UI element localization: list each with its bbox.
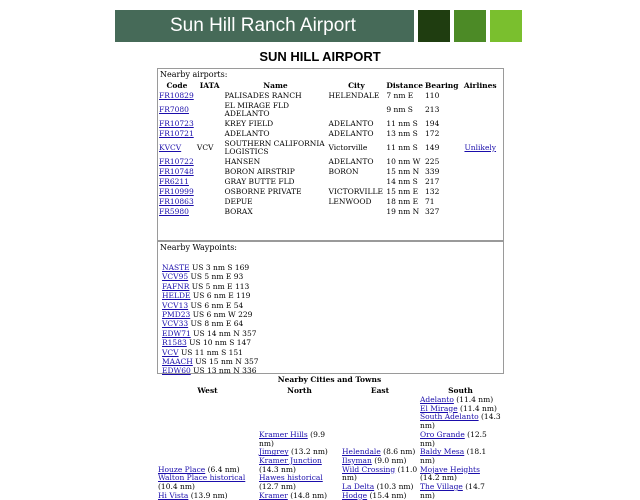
table-row (158, 101, 501, 119)
cell-code (158, 157, 196, 167)
cities-col-north: North (287, 385, 312, 395)
cell-city: ADELANTO (328, 119, 374, 128)
table-row (158, 91, 501, 101)
cell-name: OSBORNE PRIVATE (224, 187, 302, 196)
table-row (158, 187, 501, 197)
cell-city (327, 177, 385, 187)
airports-panel (157, 68, 504, 241)
cell-airlines (460, 91, 502, 101)
waypoint-link[interactable]: VCV95 (162, 272, 189, 282)
cell-airlines (460, 177, 502, 187)
city-distance: (15.4 nm) (369, 490, 407, 500)
city-distance: (14.3 nm) (420, 412, 501, 431)
city-distance: (8.6 nm) (383, 447, 416, 457)
waypoint-link[interactable]: VCV13 (162, 300, 189, 310)
cell-bearing: 217 (425, 177, 440, 186)
table-row (158, 157, 501, 167)
city-link[interactable]: Ilsyman (342, 455, 372, 465)
waypoints-title: Nearby Waypoints: (160, 243, 237, 252)
site-header-bar (115, 10, 414, 42)
cell-bearing: 110 (425, 91, 440, 100)
list-item (259, 492, 340, 500)
city-link[interactable]: Hawes historical (259, 473, 323, 483)
city-distance: (11.4 nm) (460, 403, 497, 413)
col-header: Bearing (425, 81, 459, 90)
waypoint-link[interactable]: MAACH (162, 357, 193, 367)
cell-airlines (460, 139, 502, 157)
city-link[interactable]: South Adelanto (420, 412, 479, 422)
cell-distance: 19 nm N (386, 207, 420, 216)
city-distance: (13.9 nm) (190, 490, 228, 500)
cell-bearing: 172 (425, 129, 440, 138)
col-header: Airlines (463, 81, 497, 90)
cell-city: VICTORVILLE (328, 187, 383, 196)
city-link[interactable]: Wild Crossing (342, 464, 396, 474)
cell-iata (196, 157, 224, 167)
airport-code-link[interactable]: FR7080 (159, 105, 189, 114)
cell-code (158, 101, 196, 119)
cell-distance: 11 nm S (386, 143, 418, 152)
col-header: IATA (199, 81, 220, 90)
city-link[interactable]: Walton Place historical (158, 473, 246, 483)
cell-iata: VCV (196, 143, 214, 152)
airports-table (158, 80, 501, 217)
cell-iata (196, 129, 224, 139)
cell-name: EL MIRAGE FLD ADELANTO (224, 101, 290, 118)
cell-city (327, 207, 385, 217)
list-item (162, 282, 503, 291)
city-distance: (13.2 nm) (290, 447, 328, 457)
cell-distance: 11 nm S (386, 119, 418, 128)
cell-name: BORAX (224, 207, 253, 216)
waypoints-panel (157, 241, 504, 374)
list-item (342, 492, 418, 500)
cell-iata (196, 207, 224, 217)
table-row (158, 207, 501, 217)
airport-code-link[interactable]: FR10999 (159, 187, 194, 196)
city-link[interactable]: La Delta (342, 482, 375, 492)
city-distance: (14.3 nm) (259, 464, 296, 474)
cell-distance: 7 nm E (386, 91, 414, 100)
col-header: City (348, 81, 365, 90)
airports-title: Nearby airports: (160, 70, 228, 79)
col-header: Distance (386, 81, 424, 90)
waypoint-desc: US 8 nm E 64 (190, 319, 244, 329)
cities-column (341, 396, 419, 500)
list-item (420, 448, 501, 465)
cell-code (158, 197, 196, 207)
city-link[interactable]: Oro Grande (420, 429, 465, 439)
list-item (162, 301, 503, 310)
list-item (420, 483, 501, 500)
city-distance: (11.4 nm) (456, 395, 494, 404)
cities-title: Nearby Cities and Towns (277, 375, 382, 384)
waypoint-desc: US 6 nm E 54 (190, 300, 244, 310)
waypoint-desc: US 3 nm S 169 (192, 263, 250, 272)
city-distance: (18.1 nm) (420, 447, 487, 465)
cell-distance: 18 nm E (386, 197, 419, 206)
col-header: Name (263, 81, 288, 90)
cell-bearing: 71 (425, 197, 435, 206)
list-item (162, 338, 503, 347)
cell-city: HELENDALE (328, 91, 380, 100)
cell-distance: 15 nm E (386, 187, 419, 196)
cell-bearing: 339 (425, 167, 440, 176)
city-link[interactable]: The Village (420, 482, 463, 492)
list-item (158, 492, 257, 500)
cell-name: ADELANTO (224, 129, 270, 138)
cell-city: ADELANTO (328, 129, 374, 138)
cities-col-west: West (197, 385, 218, 395)
cell-distance: 10 nm W (386, 157, 421, 166)
cities-column (157, 396, 258, 500)
cell-name: KREY FIELD (224, 119, 274, 128)
city-link[interactable]: Hi Vista (158, 490, 189, 500)
cell-city (327, 101, 385, 119)
cell-iata (196, 187, 224, 197)
table-row (158, 139, 501, 157)
table-row (158, 167, 501, 177)
cell-name: BORON AIRSTRIP (224, 167, 295, 176)
list-item (162, 310, 503, 319)
list-item (162, 348, 503, 357)
cell-airlines (460, 119, 502, 129)
city-link[interactable]: Kramer Junction (259, 455, 322, 465)
cell-airlines (460, 197, 502, 207)
table-row (158, 177, 501, 187)
cell-airlines (460, 157, 502, 167)
waypoints-list (158, 263, 503, 376)
cell-name: DEPUE (224, 197, 253, 206)
cell-bearing: 225 (425, 157, 440, 166)
cell-code (158, 187, 196, 197)
header-square-mid (454, 10, 486, 42)
cell-iata (196, 197, 224, 207)
cell-code (158, 139, 196, 157)
cell-name: PALISADES RANCH (224, 91, 302, 100)
list-item (162, 263, 503, 272)
airlines-link[interactable]: Unlikely (464, 143, 497, 152)
waypoint-link[interactable]: VCV (162, 347, 179, 357)
cities-col-east: East (370, 385, 390, 395)
list-item (259, 431, 340, 448)
cell-bearing: 213 (425, 105, 440, 114)
list-item (259, 457, 340, 474)
airport-code-link[interactable]: FR10721 (159, 129, 194, 138)
cell-airlines (460, 167, 502, 177)
waypoint-link[interactable]: VCV33 (162, 319, 189, 329)
waypoint-link[interactable]: NASTE (162, 263, 190, 272)
col-header: Code (166, 81, 188, 90)
cell-iata (196, 101, 224, 119)
city-distance: (14.7 nm) (420, 482, 485, 500)
city-link[interactable]: Baldy Mesa (420, 447, 465, 457)
city-distance: (11.0 nm) (342, 464, 418, 483)
cell-city: BORON (328, 167, 359, 176)
waypoint-desc: US 14 nm N 357 (193, 328, 257, 338)
cell-city: Victorville (328, 143, 368, 152)
waypoint-desc: US 11 nm S 151 (180, 347, 243, 357)
airport-code-link[interactable]: FR10829 (159, 91, 194, 100)
waypoint-desc: US 6 nm W 229 (192, 310, 253, 320)
waypoint-desc: US 5 nm E 93 (190, 272, 244, 282)
city-distance: (9.9 nm) (259, 429, 326, 448)
city-distance: (12.5 nm) (420, 429, 487, 448)
list-item (420, 431, 501, 448)
cell-airlines (460, 129, 502, 139)
airport-code-link[interactable]: FR10748 (159, 167, 194, 176)
city-link[interactable]: Jimgrey (259, 447, 289, 457)
city-distance: (14.2 nm) (420, 473, 457, 483)
page-title: SUN HILL AIRPORT (259, 49, 381, 64)
city-link[interactable]: Houze Place (158, 464, 206, 474)
cell-code (158, 167, 196, 177)
cell-distance: 13 nm S (386, 129, 418, 138)
header-square-dark (418, 10, 450, 42)
waypoint-desc: US 5 nm E 113 (191, 281, 250, 291)
cell-name: SOUTHERN CALIFORNIA LOGISTICS (224, 139, 325, 156)
city-distance: (10.4 nm) (158, 482, 195, 492)
cities-column (258, 396, 341, 500)
list-item (342, 466, 418, 483)
cell-code (158, 207, 196, 217)
waypoint-desc: US 13 nm N 336 (193, 366, 257, 376)
cell-name: HANSEN (224, 157, 261, 166)
list-item (420, 466, 501, 483)
waypoint-link[interactable]: EDW71 (162, 328, 191, 338)
cell-distance: 15 nm N (386, 167, 420, 176)
cell-bearing: 149 (425, 143, 440, 152)
city-link[interactable]: Kramer (259, 490, 288, 500)
cell-airlines (460, 101, 502, 119)
airport-code-link[interactable]: FR6211 (159, 177, 189, 186)
city-link[interactable]: El Mirage (420, 403, 458, 413)
list-item (162, 329, 503, 338)
list-item (162, 357, 503, 366)
cell-iata (196, 177, 224, 187)
city-distance: (6.4 nm) (207, 464, 240, 474)
site-title: Sun Hill Ranch Airport (170, 15, 356, 36)
list-item (162, 319, 503, 328)
list-item (162, 291, 503, 300)
cell-city: ADELANTO (328, 157, 374, 166)
list-item (162, 272, 503, 281)
city-distance: (12.7 nm) (259, 482, 296, 492)
cell-code (158, 129, 196, 139)
cell-iata (196, 91, 224, 101)
table-row (158, 129, 501, 139)
city-link[interactable]: Adelanto (420, 395, 454, 404)
waypoint-link[interactable]: EDW60 (162, 366, 191, 376)
city-distance: (10.3 nm) (376, 482, 414, 492)
cell-airlines (460, 207, 502, 217)
airport-code-link[interactable]: FR10723 (159, 119, 194, 128)
cell-code (158, 177, 196, 187)
table-row (158, 197, 501, 207)
cell-iata (196, 119, 224, 129)
list-item (158, 474, 257, 491)
waypoint-link[interactable]: R1583 (162, 338, 187, 348)
airport-code-link[interactable]: FR5980 (159, 207, 189, 216)
waypoint-desc: US 15 nm N 357 (195, 357, 259, 367)
waypoint-link[interactable]: HELDE (162, 291, 191, 301)
cell-city: LENWOOD (328, 197, 372, 206)
airports-header-row (158, 80, 501, 91)
cell-name: GRAY BUTTE FLD (224, 177, 295, 186)
waypoint-desc: US 10 nm S 147 (189, 338, 252, 348)
cities-column (419, 396, 502, 500)
cell-bearing: 132 (425, 187, 440, 196)
cell-airlines (460, 187, 502, 197)
waypoint-link[interactable]: PMD23 (162, 310, 191, 320)
cell-bearing: 194 (425, 119, 440, 128)
cities-table (157, 384, 502, 500)
waypoint-link[interactable]: FAFNR (162, 281, 190, 291)
city-distance: (14.8 nm) (290, 490, 328, 500)
city-link[interactable]: Kramer Hills (259, 429, 308, 439)
list-item (259, 474, 340, 491)
city-link[interactable]: Hodge (342, 490, 368, 500)
cell-code (158, 91, 196, 101)
waypoint-desc: US 6 nm E 119 (192, 291, 251, 301)
cities-col-south: South (448, 385, 473, 395)
city-distance: (9.0 nm) (374, 455, 407, 465)
table-row (158, 119, 501, 129)
cell-bearing: 327 (425, 207, 440, 216)
list-item (420, 413, 501, 430)
airport-code-link[interactable]: FR10863 (159, 197, 194, 206)
city-link[interactable]: Helendale (342, 447, 381, 457)
header-square-light (490, 10, 522, 42)
airport-code-link[interactable]: FR10722 (159, 157, 194, 166)
cell-distance: 14 nm S (386, 177, 418, 186)
cell-code (158, 119, 196, 129)
airport-code-link[interactable]: KVCV (159, 143, 182, 152)
cell-distance: 9 nm S (386, 105, 413, 114)
city-link[interactable]: Mojave Heights (420, 464, 480, 474)
cell-iata (196, 167, 224, 177)
